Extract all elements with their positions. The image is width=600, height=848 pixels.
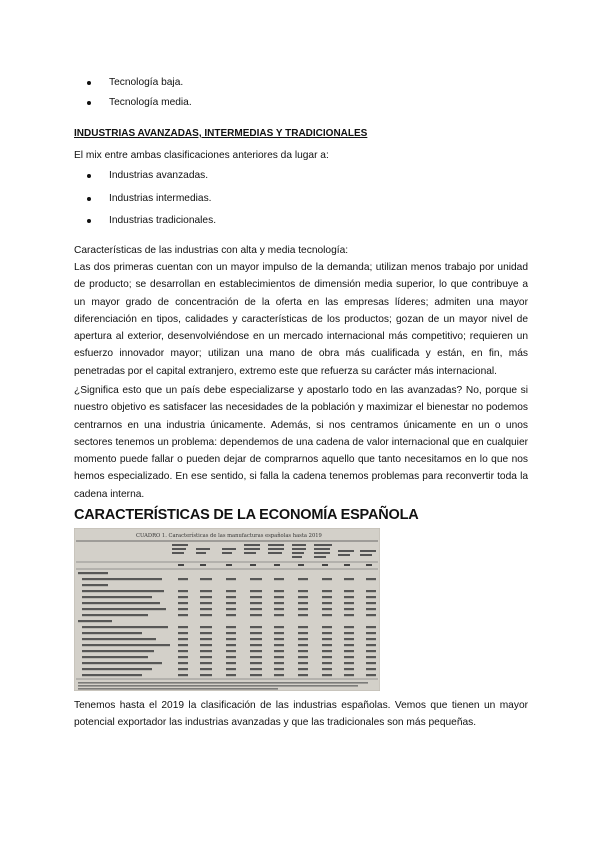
bullet-dot	[87, 81, 91, 85]
closing-paragraph: Tenemos hasta el 2019 la clasificación de las industrias españolas. Vemos que tienen un mayor potencial exportador las industrias avanzadas y que las tradicionales son más pequeñas.	[74, 700, 528, 729]
bullet-dot	[87, 219, 91, 223]
characteristics-title: Características de las industrias con alta y media tecnología:	[74, 245, 349, 256]
scanned-table-graphic	[74, 528, 380, 691]
economy-heading: CARACTERÍSTICAS DE LA ECONOMÍA ESPAÑOLA	[74, 507, 419, 523]
scanned-table-image	[74, 528, 380, 691]
bullet-dot	[87, 174, 91, 178]
section-heading: INDUSTRIAS AVANZADAS, INTERMEDIAS Y TRADICIONALES	[74, 128, 368, 139]
bullet-dot	[87, 197, 91, 201]
document-page: Tecnología baja. Tecnología media. INDUSTRIAS AVANZADAS, INTERMEDIAS Y TRADICIONALES El mix entre ambas clasificaciones anteriores da lugar a: Industrias avanzadas. Industrias intermedias. Industrias tradicionales. Características de las industrias con alta y media tecnología: Las dos primeras cuentan con un mayor impulso de la demanda; utilizan menos trabajo por unidad de producto; se desarrollan en establecimientos de dimensión media superior, lo que contribuye a un mayor grado de concentración de la oferta en las empresas líderes; admiten una mayor diferenciación en tipos, calidades y características de los productos; gozan de un mayor nivel de apertura al exterior, desenvolviéndose en un mercado internacional más competitivo; requieren un esfuerzo innovador mayor; utilizan una mano de obra más cualificada y están, en fin, más penetradas por el capital extranjero, extremo este que refuerza su carácter más internacional. ¿Significa esto que un país debe especializarse y apostarlo todo en las avanzadas? No, porque si nuestro objetivo es satisfacer las necesidades de la población y maximizar el bienestar no podemos centrarnos en una industria únicamente. Además, si nos centramos únicamente en un o unos sectores tenemos un problema: dependemos de una cadena de valor internacional que en cualquier momento puede fallar o pueden dejar de comprarnos aquello que tanto necesitamos en lo que nos hemos especializado. En ese sentido, si falla la cadena tenemos problemas para reconvertir toda la cadena interna. CARACTERÍSTICAS DE LA ECONOMÍA ESPAÑOLA CUADRO 1. Características de las manufacturas españolas hasta 2019 Tenemos hasta el 2019 la clasificación de las industrias españolas. Vemos que tienen un mayor potencial exportador las industrias avanzadas y que las tradicionales son más pequeñas.	[0, 0, 600, 848]
question-paragraph: ¿Significa esto que un país debe especializarse y apostarlo todo en las avanzadas? No, porque si nuestro objetivo es satisfacer las necesidades de la población y maximizar el bienestar no podemos centrarnos en una industria únicamente. Además, si nos centramos únicamente en un o unos sectores tenemos un problema: dependemos de una cadena de valor internacional que en cualquier momento puede fallar o pueden dejar de comprarnos aquello que tanto necesitamos en lo que nos hemos especializado. En ese sentido, si falla la cadena tenemos problemas para reconvertir toda la cadena interna.	[74, 385, 528, 500]
characteristics-paragraph: Las dos primeras cuentan con un mayor impulso de la demanda; utilizan menos trabajo por unidad de producto; se desarrollan en establecimientos de dimensión media superior, lo que contribuye a un mayor grado de concentración de la oferta en las empresas líderes; admiten una mayor diferenciación en tipos, calidades y características de los productos; gozan de un mayor nivel de apertura al exterior, desenvolviéndose en un mercado internacional más competitivo; requieren un esfuerzo innovador mayor; utilizan una mano de obra más cualificada y están, en fin, más penetradas por el capital extranjero, extremo este que refuerza su carácter más internacional.	[74, 262, 528, 377]
intro-text: El mix entre ambas clasificaciones anteriores da lugar a:	[74, 150, 329, 161]
table-caption: CUADRO 1. Características de las manufacturas españolas hasta 2019	[136, 533, 322, 539]
bullet-dot	[87, 101, 91, 105]
